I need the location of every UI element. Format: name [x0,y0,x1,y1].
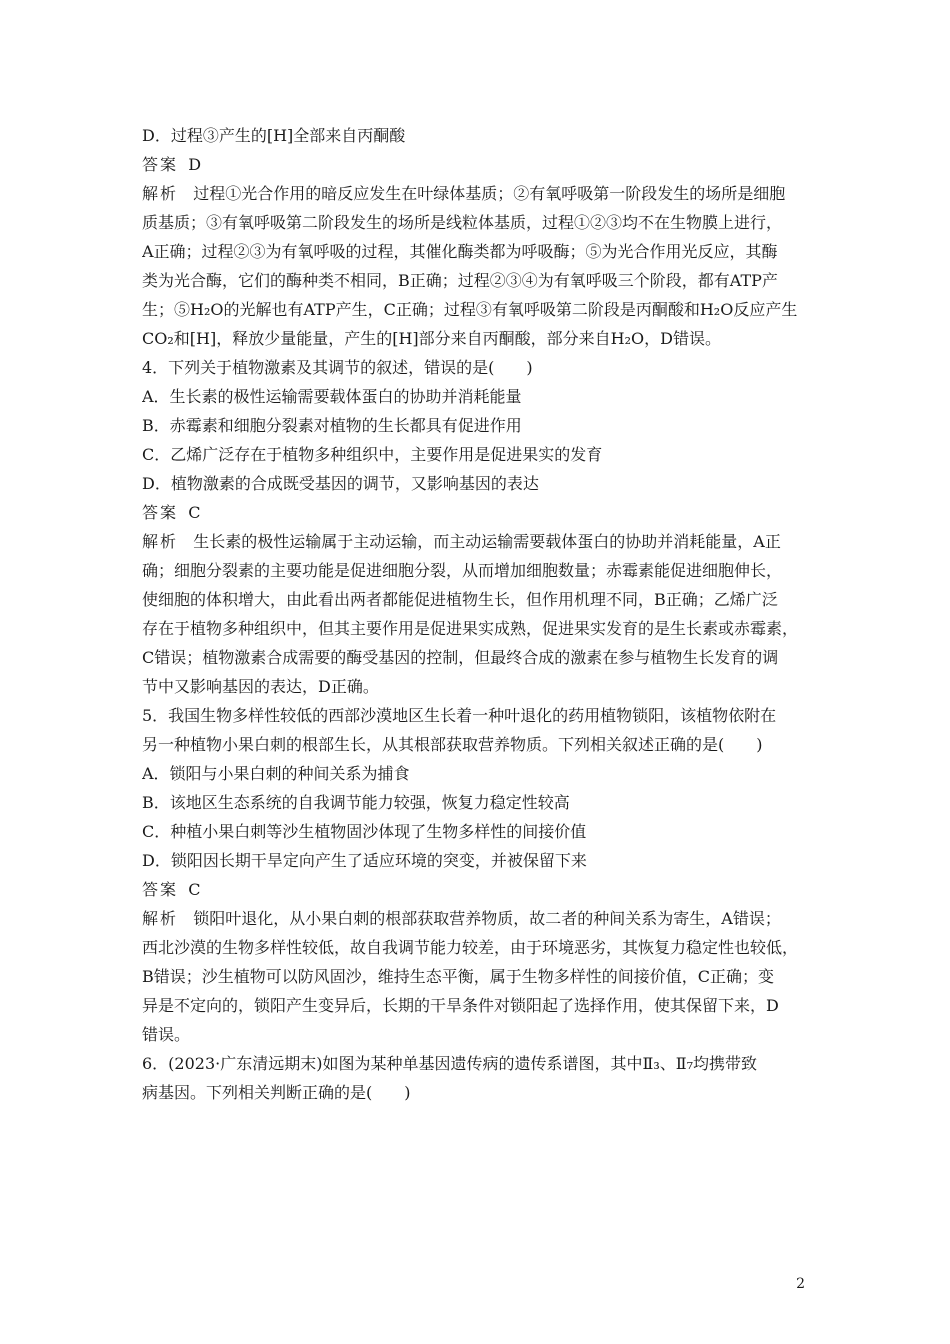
answer-label: 答案 [142,503,179,522]
q6-stem-line: 病基因。下列相关判断正确的是( ) [142,1083,411,1102]
q4-option-c: C．乙烯广泛存在于植物多种组织中，主要作用是促进果实的发育 [142,445,603,464]
q4-analysis-line: 节中又影响基因的表达，D正确。 [142,677,379,696]
q5-analysis-line: 错误。 [142,1025,191,1044]
page-content [142,121,812,1107]
q3-analysis-line: CO₂和[H]，释放少量能量，产生的[H]部分来自丙酮酸，部分来自H₂O，D错误。 [142,329,721,348]
q5-option-c: C．种植小果白刺等沙生植物固沙体现了生物多样性的间接价值 [142,822,587,841]
q3-analysis-line: 质基质；③有氧呼吸第二阶段发生的场所是线粒体基质，过程①②③均不在生物膜上进行， [142,213,783,232]
analysis-label: 解析 [142,532,179,551]
q5-answer [142,875,812,904]
answer-label: 答案 [142,155,179,174]
page-number: 2 [796,1276,805,1292]
q5-stem-line: 5．我国生物多样性较低的西部沙漠地区生长着一种叶退化的药用植物锁阳，该植物依附在 [142,706,777,725]
analysis-text: 生长素的极性运输属于主动运输，而主动运输需要载体蛋白的协助并消耗能量，A正 [193,532,781,551]
q5-analysis-line: B错误；沙生植物可以防风固沙，维持生态平衡，属于生物多样性的间接价值，C正确；变 [142,967,775,986]
q4-option-a: A．生长素的极性运输需要载体蛋白的协助并消耗能量 [142,387,522,406]
q4-option-d: D．植物激素的合成既受基因的调节，又影响基因的表达 [142,474,539,493]
analysis-text: 过程①光合作用的暗反应发生在叶绿体基质；②有氧呼吸第一阶段发生的场所是细胞 [193,184,786,203]
q5-analysis-line [142,904,812,933]
answer-value: D [188,155,202,174]
q4-stem: 4．下列关于植物激素及其调节的叙述，错误的是( ) [142,358,533,377]
analysis-label: 解析 [142,909,179,928]
q4-analysis-line: C错误；植物激素合成需要的酶受基因的控制，但最终合成的激素在参与植物生长发育的调 [142,648,779,667]
q3-option-d: D．过程③产生的[H]全部来自丙酮酸 [142,126,406,145]
q4-analysis-line [142,527,812,556]
q3-answer [142,150,812,179]
q4-analysis-line: 使细胞的体积增大，由此看出两者都能促进植物生长，但作用机理不同，B正确；乙烯广泛 [142,590,778,609]
q3-analysis-line: A正确；过程②③为有氧呼吸的过程，其催化酶类都为呼吸酶；⑤为光合作用光反应，其酶 [142,242,778,261]
answer-value: C [188,880,201,899]
q3-analysis-line: 生；⑤H₂O的光解也有ATP产生，C正确；过程③有氧呼吸第二阶段是丙酮酸和H₂O反应产生 [142,300,798,319]
q5-analysis-line: 西北沙漠的生物多样性较低，故自我调节能力较差，由于环境恶劣，其恢复力稳定性也较低， [142,938,799,957]
answer-value: C [188,503,201,522]
q5-option-a: A．锁阳与小果白刺的种间关系为捕食 [142,764,410,783]
q3-analysis-line: 类为光合酶，它们的酶种类不相同，B正确；过程②③④为有氧呼吸三个阶段，都有ATP产 [142,271,778,290]
q5-stem-line: 另一种植物小果白刺的根部生长，从其根部获取营养物质。下列相关叙述正确的是( ) [142,735,763,754]
analysis-label: 解析 [142,184,179,203]
q5-analysis-line: 异是不定向的，锁阳产生变异后，长期的干旱条件对锁阳起了选择作用，使其保留下来，D [142,996,779,1015]
analysis-text: 锁阳叶退化，从小果白刺的根部获取营养物质，故二者的种间关系为寄生，A错误； [193,909,781,928]
q5-option-d: D．锁阳因长期干旱定向产生了适应环境的突变，并被保留下来 [142,851,587,870]
q4-option-b: B．赤霉素和细胞分裂素对植物的生长都具有促进作用 [142,416,522,435]
q4-analysis-line: 存在于植物多种组织中，但其主要作用是促进果实成熟，促进果实发育的是生长素或赤霉素， [142,619,799,638]
q4-analysis-line: 确；细胞分裂素的主要功能是促进细胞分裂，从而增加细胞数量；赤霉素能促进细胞伸长， [142,561,783,580]
answer-label: 答案 [142,880,179,899]
q4-answer [142,498,812,527]
q3-analysis-line [142,179,812,208]
q5-option-b: B．该地区生态系统的自我调节能力较强，恢复力稳定性较高 [142,793,570,812]
q6-stem-line: 6．(2023·广东清远期末)如图为某种单基因遗传病的遗传系谱图，其中Ⅱ₃、Ⅱ₇均携带致 [142,1054,758,1073]
